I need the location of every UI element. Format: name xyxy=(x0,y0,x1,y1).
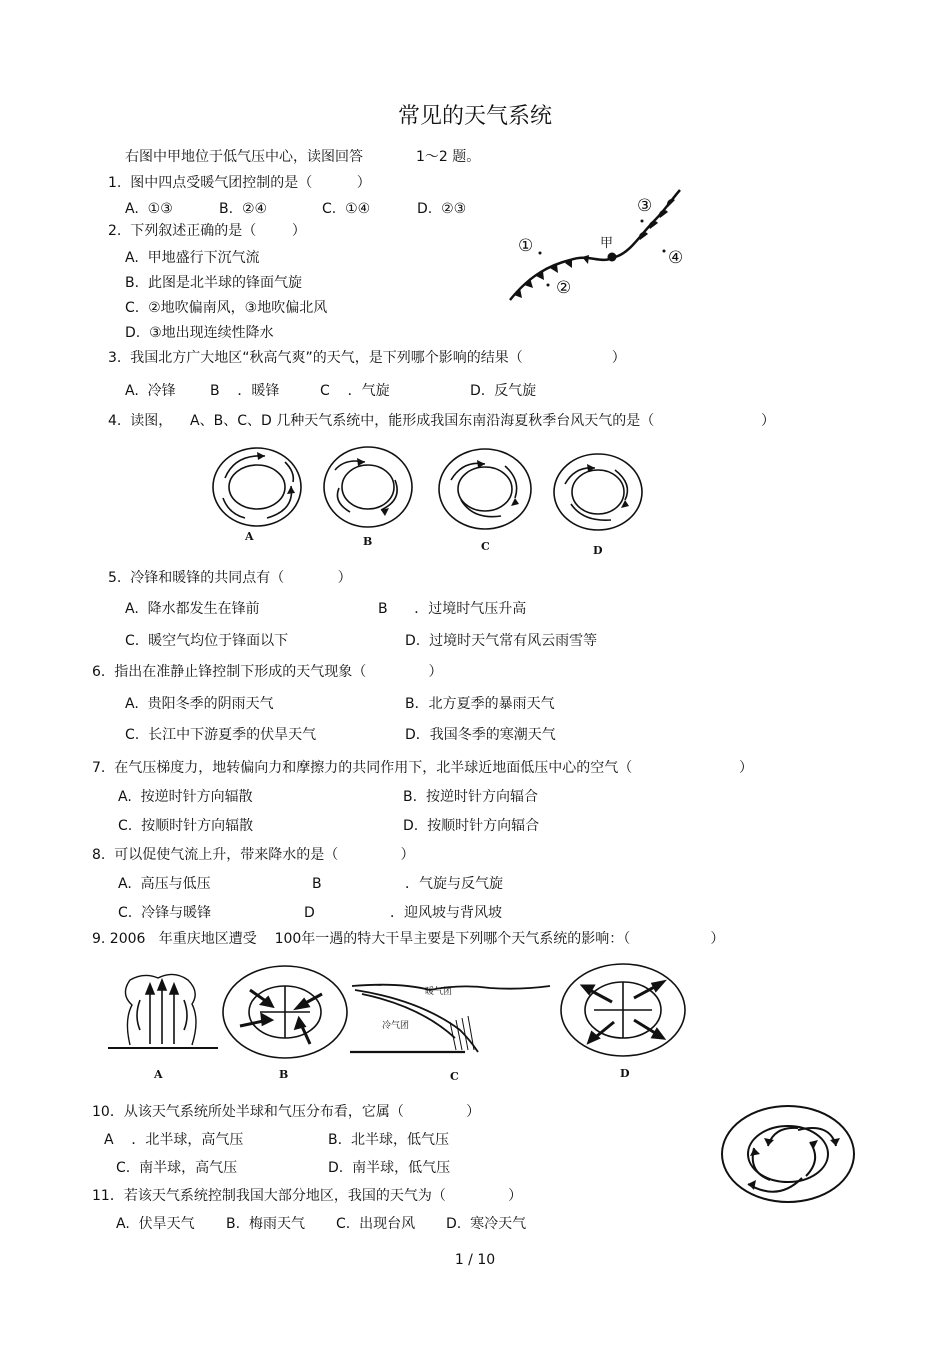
fig4-label-c: C xyxy=(481,540,490,553)
fig4-label-b: B xyxy=(363,535,373,548)
q7-option-c: C. 按顺时针方向辐散 xyxy=(118,818,254,834)
q1-stem: 1. 图中四点受暖气团控制的是（ ） xyxy=(108,175,371,191)
q10-system-figure xyxy=(718,1102,858,1206)
q8-stem: 8. 可以促使气流上升，带来降水的是（ ） xyxy=(92,847,415,863)
q3-option-a: A. 冷锋 xyxy=(125,383,176,399)
q1-option-d: D. ②③ xyxy=(417,201,467,217)
page-number: 1 / 10 xyxy=(454,1252,496,1268)
fig4-label-d: D xyxy=(593,544,603,557)
q7-option-a: A. 按逆时针方向辐散 xyxy=(118,789,253,805)
q3-stem: 3. 我国北方广大地区“秋高气爽”的天气，是下列哪个影响的结果（ ） xyxy=(108,350,626,366)
fig4-label-a: A xyxy=(245,530,254,543)
page-title: 常见的天气系统 xyxy=(397,104,552,129)
q1-option-c: C. ①④ xyxy=(322,201,371,217)
q11-option-a: A. 伏旱天气 xyxy=(116,1216,195,1232)
cyclone-options-figure xyxy=(205,440,650,565)
q10-option-d: D. 南半球，低气压 xyxy=(328,1160,451,1176)
fig1-center-label: 甲 xyxy=(600,236,614,251)
q9-stem: 9. 2006 年重庆地区遭受 100年一遇的特大干旱主要是下列哪个天气系统的影响：（ ） xyxy=(92,931,725,947)
q3-option-d: D. 反气旋 xyxy=(470,383,537,399)
q5-option-a: A. 降水都发生在锋前 xyxy=(125,601,260,617)
fig1-label-4: ④ xyxy=(668,248,684,268)
q8-option-b: ．气旋与反气旋 xyxy=(405,876,503,892)
fig9-warm-label: 暖气团 xyxy=(425,987,453,997)
q5-option-b: B ．过境时气压升高 xyxy=(378,601,527,617)
q6-option-b: B．北方夏季的暴雨天气 xyxy=(405,696,555,712)
q1-option-a: A. ①③ xyxy=(125,201,173,217)
q10-stem: 10．从该天气系统所处半球和气压分布看，它属（ ） xyxy=(92,1104,481,1120)
weather-systems-figure xyxy=(100,960,690,1085)
fig1-label-1: ① xyxy=(518,236,534,256)
q3-option-b: B ．暖锋 xyxy=(210,383,280,399)
q7-option-b: B. 按逆时针方向辐合 xyxy=(403,789,538,805)
q6-option-a: A. 贵阳冬季的阴雨天气 xyxy=(125,696,274,712)
q8-option-b-letter: B xyxy=(312,876,322,892)
q8-option-c: C. 冷锋与暖锋 xyxy=(118,905,212,921)
q4-stem: 4. 读图， A、B、C、D 几种天气系统中，能形成我国东南沿海夏秋季台风天气的是（ ） xyxy=(108,413,776,429)
fig1-label-3: ③ xyxy=(637,196,653,216)
q1-option-b: B. ②④ xyxy=(219,201,268,217)
fig9-cold-label: 冷气团 xyxy=(382,1021,410,1031)
q8-option-d-letter: D xyxy=(304,905,315,921)
q10-option-b: B. 北半球，低气压 xyxy=(328,1132,449,1148)
q3-option-c: C ．气旋 xyxy=(320,383,390,399)
q7-option-d: D. 按顺时针方向辐合 xyxy=(403,818,540,834)
fig1-label-2: ② xyxy=(556,278,572,298)
q6-stem: 6. 指出在准静止锋控制下形成的天气现象（ ） xyxy=(92,664,443,680)
q2-option-c: C. ②地吹偏南风，③地吹偏北风 xyxy=(125,300,328,316)
q5-option-c: C. 暖空气均位于锋面以下 xyxy=(125,633,289,649)
q8-option-d: ．迎风坡与背风坡 xyxy=(390,905,502,921)
frontal-cyclone-figure xyxy=(500,185,700,310)
q8-option-a: A. 高压与低压 xyxy=(118,876,211,892)
q11-option-b: B. 梅雨天气 xyxy=(226,1216,305,1232)
q11-option-c: C. 出现台风 xyxy=(336,1216,416,1232)
q6-option-c: C. 长江中下游夏季的伏旱天气 xyxy=(125,727,317,743)
intro-text: 右图中甲地位于低气压中心，读图回答 xyxy=(125,149,363,165)
q5-option-d: D. 过境时天气常有风云雨雪等 xyxy=(405,633,598,649)
q2-option-a: A. 甲地盛行下沉气流 xyxy=(125,250,260,266)
q2-option-d: D. ③地出现连续性降水 xyxy=(125,325,274,341)
q11-stem: 11．若该天气系统控制我国大部分地区，我国的天气为（ ） xyxy=(92,1188,523,1204)
fig9-label-a: A xyxy=(154,1068,163,1081)
intro-range: 1～2 题。 xyxy=(416,149,481,165)
q2-stem: 2. 下列叙述正确的是（ ） xyxy=(108,223,306,239)
fig9-label-d: D xyxy=(620,1067,630,1080)
q2-option-b: B. 此图是北半球的锋面气旋 xyxy=(125,275,302,291)
q7-stem: 7. 在气压梯度力，地转偏向力和摩擦力的共同作用下，北半球近地面低压中心的空气（ ） xyxy=(92,760,754,776)
q10-option-c: C. 南半球，高气压 xyxy=(116,1160,238,1176)
q5-stem: 5. 冷锋和暖锋的共同点有（ ） xyxy=(108,570,352,586)
fig9-label-b: B xyxy=(279,1068,289,1081)
fig9-label-c: C xyxy=(450,1070,459,1083)
q11-option-d: D. 寒冷天气 xyxy=(446,1216,527,1232)
q10-option-a: A ．北半球，高气压 xyxy=(104,1132,244,1148)
q6-option-d: D．我国冬季的寒潮天气 xyxy=(405,727,556,743)
